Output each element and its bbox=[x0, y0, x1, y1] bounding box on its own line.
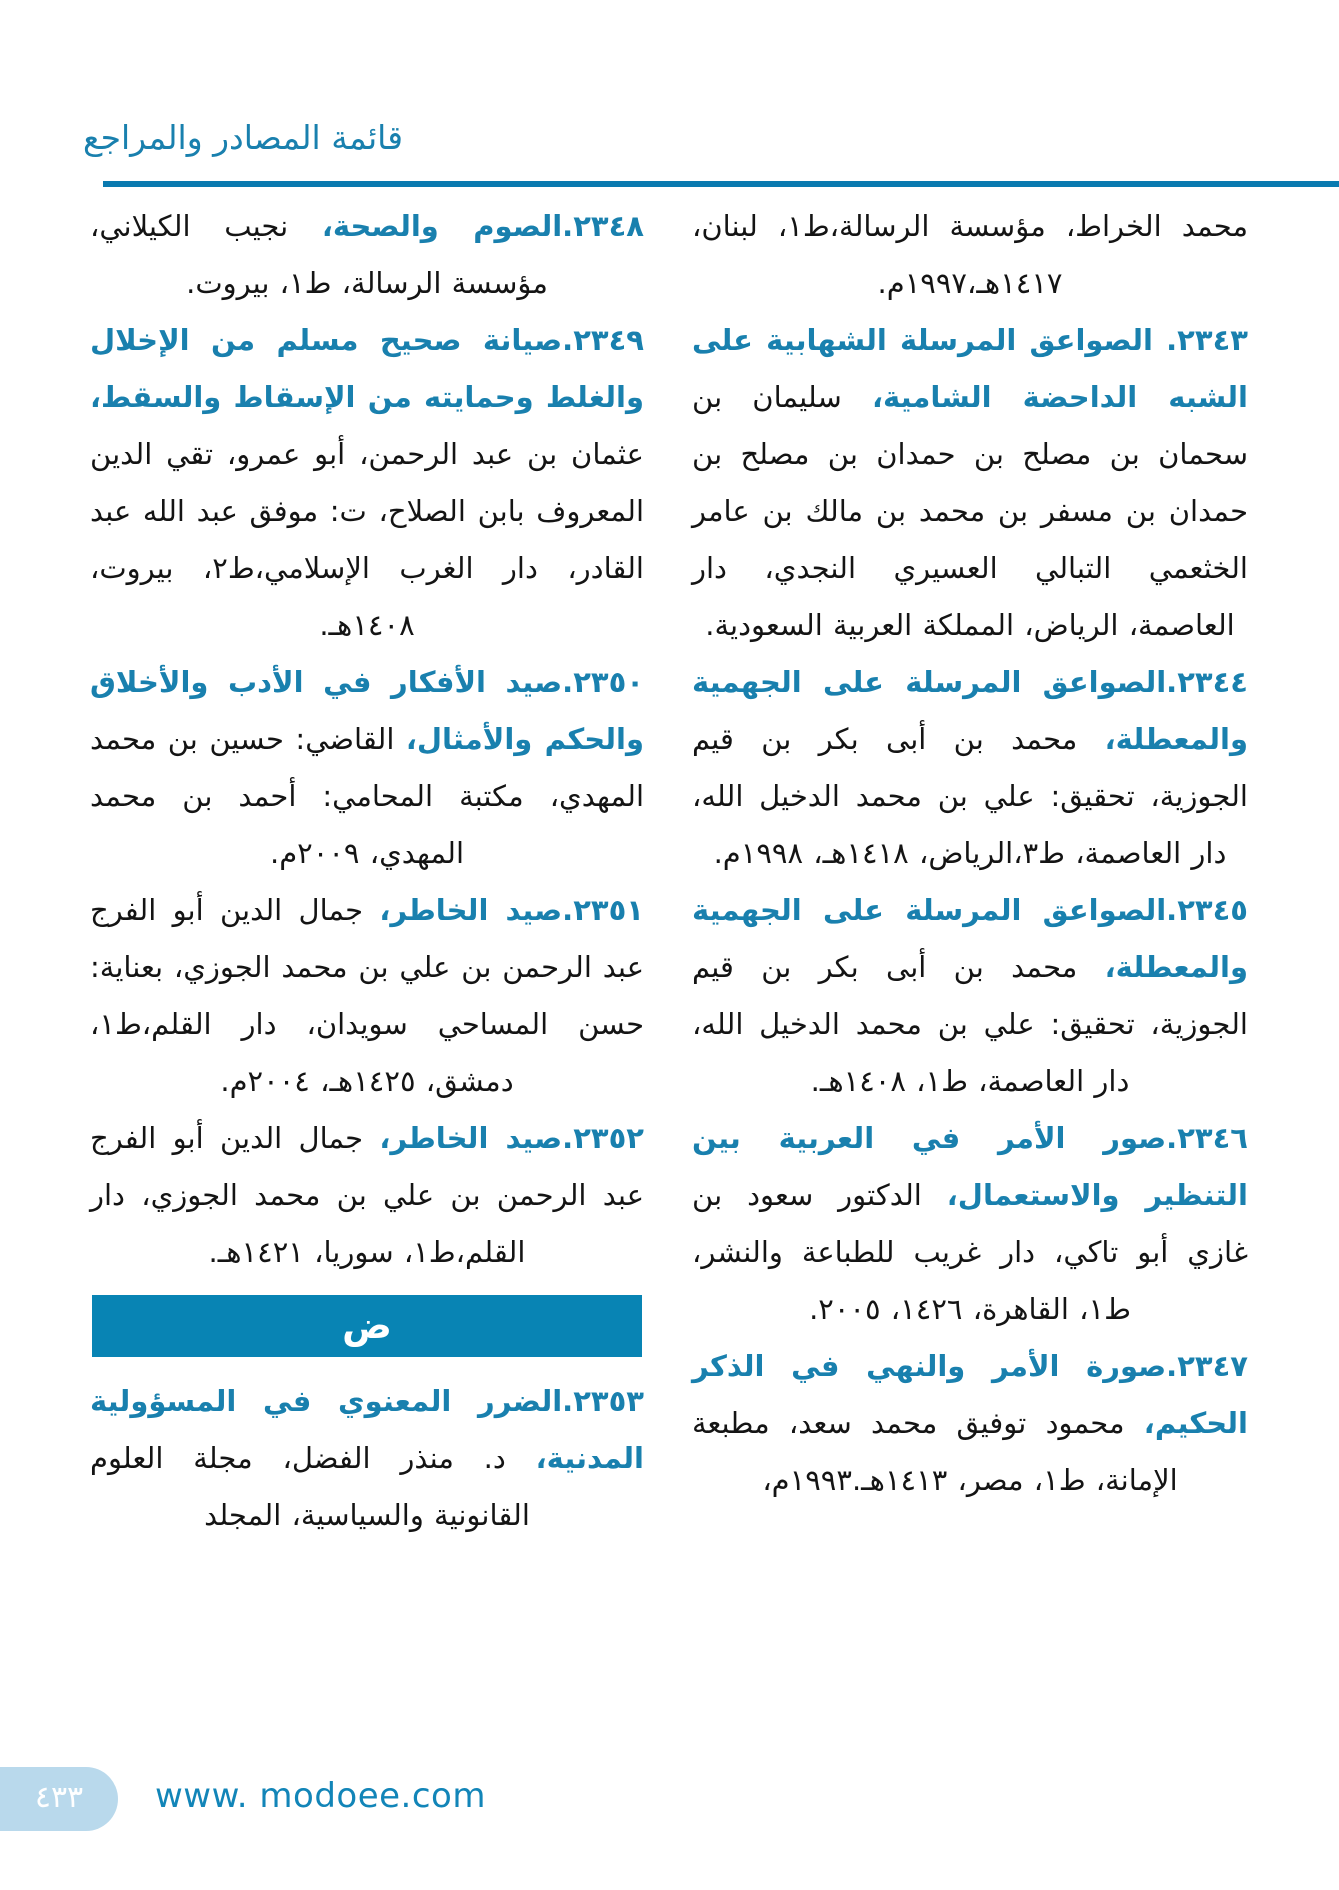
bib-entry-2351 bbox=[90, 882, 644, 1110]
entry-text: جمال الدين أبو الفرج عبد الرحمن بن علي بن محمد الجوزي، بعناية: حسن المساحي سويدان، دار القلم،ط١، دمشق، ١٤٢٥هـ، ٢٠٠٤م. bbox=[90, 893, 644, 1098]
bib-entry-2343 bbox=[692, 312, 1248, 654]
entry-number: ٢٣٥٣. bbox=[562, 1384, 644, 1418]
entry-text: نجيب الكيلاني، مؤسسة الرسالة، ط١، بيروت. bbox=[90, 209, 548, 300]
section-divider-dhad bbox=[92, 1295, 642, 1357]
bib-entry-continuation bbox=[692, 198, 1248, 312]
bib-entry-2345 bbox=[692, 882, 1248, 1110]
bib-entry-2352 bbox=[90, 1110, 644, 1281]
entry-text: محمد الخراط، مؤسسة الرسالة،ط١، لبنان، ١٤١٧هـ،١٩٩٧م. bbox=[692, 209, 1248, 300]
entry-title: الضرر المعنوي في المسؤولية المدنية، bbox=[90, 1384, 644, 1475]
bib-entry-2349 bbox=[90, 312, 644, 654]
entry-number: ٢٣٤٩. bbox=[562, 323, 644, 357]
entry-text: د. منذر الفضل، مجلة العلوم القانونية والسياسية، المجلد bbox=[90, 1441, 536, 1532]
entry-title: الصواعق المرسلة على الجهمية والمعطلة، bbox=[692, 893, 1248, 984]
entry-number: ٢٣٤٥. bbox=[1166, 893, 1248, 927]
bib-entry-2346 bbox=[692, 1110, 1248, 1338]
header-rule bbox=[103, 181, 1339, 187]
entry-number: ٢٣٤٦. bbox=[1166, 1121, 1248, 1155]
entry-text: محمود توفيق محمد سعد، مطبعة الإمانة، ط١، مصر، ١٤١٣هـ.١٩٩٣م، bbox=[692, 1406, 1178, 1497]
entry-title: الصواعق المرسلة الشهابية على الشبه الداحضة الشامية، bbox=[692, 323, 1248, 414]
entry-text: محمد بن أبى بكر بن قيم الجوزية، تحقيق: علي بن محمد الدخيل الله، دار العاصمة، ط١، ١٤٠٨هـ. bbox=[692, 950, 1248, 1098]
bib-entry-2347 bbox=[692, 1338, 1248, 1509]
entry-number: ٢٣٤٨. bbox=[562, 209, 644, 243]
bib-entry-2350 bbox=[90, 654, 644, 882]
entry-title: الصوم والصحة، bbox=[321, 209, 563, 243]
entry-text: عثمان بن عبد الرحمن، أبو عمرو، تقي الدين المعروف بابن الصلاح، ت: موفق عبد الله عبد القادر، دار الغرب الإسلامي،ط٢، بيروت، ١٤٠٨هـ. bbox=[90, 437, 644, 642]
page-header-title: قائمة المصادر والمراجع bbox=[83, 118, 403, 157]
entry-text: القاضي: حسين بن محمد المهدي، مكتبة المحامي: أحمد بن محمد المهدي، ٢٠٠٩م. bbox=[90, 722, 644, 870]
entry-number: ٢٣٥٠. bbox=[562, 665, 644, 699]
bib-entry-2344 bbox=[692, 654, 1248, 882]
page-number: ٤٣٣ bbox=[34, 1780, 84, 1815]
entry-title: الصواعق المرسلة على الجهمية والمعطلة، bbox=[692, 665, 1248, 756]
entry-text: جمال الدين أبو الفرج عبد الرحمن بن علي بن محمد الجوزي، دار القلم،ط١، سوريا، ١٤٢١هـ. bbox=[90, 1121, 644, 1269]
bib-entry-2353 bbox=[90, 1373, 644, 1544]
bib-entry-2348 bbox=[90, 198, 644, 312]
entry-number: ٢٣٥١. bbox=[562, 893, 644, 927]
entry-title: صيد الأفكار في الأدب والأخلاق والحكم والأمثال، bbox=[90, 665, 644, 756]
entry-number: ٢٣٤٤. bbox=[1166, 665, 1248, 699]
references-column-right bbox=[692, 198, 1248, 1509]
entry-title: صورة الأمر والنهي في الذكر الحكيم، bbox=[692, 1349, 1248, 1440]
section-letter: ض bbox=[342, 1304, 392, 1347]
entry-title: صيد الخاطر، bbox=[379, 893, 563, 927]
entry-number: ٢٣٥٢. bbox=[562, 1121, 644, 1155]
entry-text: سليمان بن سحمان بن مصلح بن حمدان بن مصلح بن حمدان بن مسفر بن محمد بن مالك بن عامر الخثعمي التبالي العسيري النجدي، دار العاصمة، الرياض، المملكة العربية السعودية. bbox=[692, 380, 1248, 642]
references-column-left bbox=[90, 198, 644, 1544]
entry-title: صيانة صحيح مسلم من الإخلال والغلط وحمايته من الإسقاط والسقط، bbox=[90, 323, 644, 414]
website-url: www. modoee.com bbox=[155, 1776, 486, 1816]
entry-text: محمد بن أبى بكر بن قيم الجوزية، تحقيق: علي بن محمد الدخيل الله، دار العاصمة، ط٣،الرياض، ١٤١٨هـ، ١٩٩٨م. bbox=[692, 722, 1248, 870]
entry-number: ٢٣٤٣. bbox=[1152, 323, 1248, 357]
entry-title: صور الأمر في العربية بين التنظير والاستعمال، bbox=[692, 1121, 1248, 1212]
page-number-badge bbox=[0, 1767, 118, 1831]
entry-text: الدكتور سعود بن غازي أبو تاكي، دار غريب للطباعة والنشر، ط١، القاهرة، ١٤٢٦، ٢٠٠٥. bbox=[692, 1178, 1248, 1326]
entry-title: صيد الخاطر، bbox=[379, 1121, 563, 1155]
entry-number: ٢٣٤٧. bbox=[1166, 1349, 1248, 1383]
